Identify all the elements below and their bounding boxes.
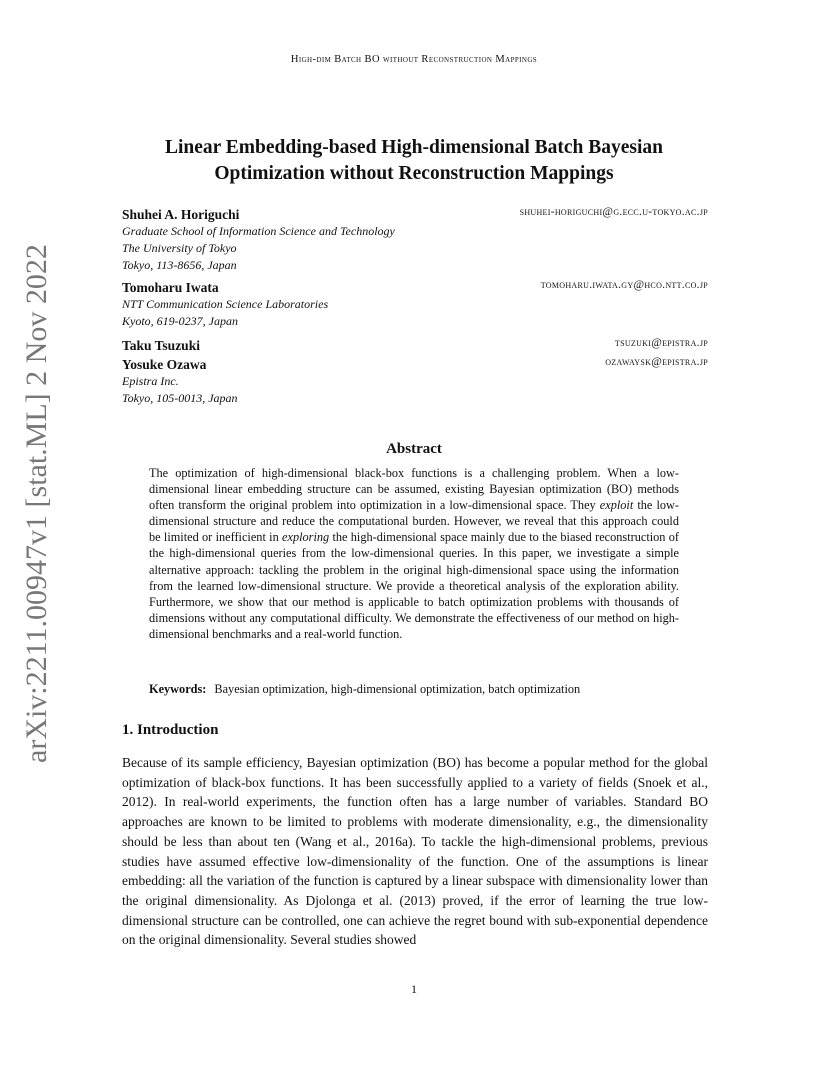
author-email[interactable]: tsuzuki@epistra.jp (614, 337, 708, 349)
author-email[interactable]: shuhei-horiguchi@g.ecc.u-tokyo.ac.jp (519, 206, 708, 218)
author-email[interactable]: ozawaysk@epistra.jp (605, 356, 708, 368)
author-name: Tomoharu Iwata (122, 280, 219, 295)
abstract-text: The optimization of high-dimensional black-box functions is a challenging problem. When a low-dimensional linear embedding structure can be assumed, existing Bayesian optimization (BO) methods often transform the original problem into optimization in a low-dimensional space. They (149, 466, 679, 513)
paper-title (100, 135, 728, 187)
author-affiliation: The University of Tokyo (122, 241, 237, 255)
page-number: 1 (411, 982, 417, 996)
section-heading: 1. Introduction (122, 722, 219, 738)
abstract-text: the low-dimensional structure and reduce the computational burden. However, we reveal that this approach could be limited or inefficient in (149, 498, 679, 545)
author-block-3 (122, 337, 708, 354)
abstract-text: the high-dimensional space mainly due to the biased reconstruction of the high-dimensional queries from the low-dimensional queries. In this paper, we investigate a simple alternative approach: tackling the problem in the original high-dimensional space using the information from the learned low-dimensional structure. We provide a theoretical analysis of the exploration ability. Furthermore, we show that our method is applicable to batch optimization problems with thousands of dimensions without any computational difficulty. We demonstrate the effectiveness of our method on high-dimensional benchmarks and a real-world function. (149, 530, 679, 641)
author-affiliation: Graduate School of Information Science and Technology (122, 224, 395, 238)
author-affiliation: Tokyo, 105-0013, Japan (122, 391, 238, 405)
title-line-2: Optimization without Reconstruction Mappings (214, 163, 614, 184)
author-name: Taku Tsuzuki (122, 338, 200, 353)
keywords-text: Bayesian optimization, high-dimensional optimization, batch optimization (214, 682, 581, 696)
author-block-4 (122, 356, 708, 407)
arxiv-identifier: arXiv:2211.00947v1 [stat.ML] 2 Nov 2022 (20, 244, 53, 763)
author-name: Yosuke Ozawa (122, 357, 207, 372)
author-block-1 (122, 206, 708, 274)
abstract-heading: Abstract (386, 441, 442, 457)
running-head: High-dim Batch BO without Reconstruction Mappings (290, 54, 538, 65)
keywords (149, 681, 689, 697)
author-block-2 (122, 279, 708, 330)
keywords-label: Keywords: (149, 682, 207, 696)
author-affiliation: Tokyo, 113-8656, Japan (122, 258, 237, 272)
abstract-emphasis: exploit (599, 498, 634, 513)
author-name: Shuhei A. Horiguchi (122, 207, 240, 222)
abstract-body (149, 465, 679, 642)
introduction-text: Because of its sample efficiency, Bayesian optimization (BO) has become a popular method for the global optimization of black-box functions. It has been successfully applied to a variety of fields (Snoek et al., 2012). In real-world experiments, the function often has a large number of variables. Standard BO approaches are known to be limited to problems with moderate dimensionality, e.g., the dimensionality should be less than about ten (Wang et al., 2016a). To tackle the high-dimensional problems, previous studies have assumed effective low-dimensionality of the function. One of the assumptions is linear embedding: all the variation of the function is captured by a linear subspace with dimensionality lower than the original dimensionality. As Djolonga et al. (2013) proved, if the error of learning the true low-dimensional structure can be controlled, one can achieve the regret bound with sub-exponential dependence on the original dimensionality. Several studies showed (122, 755, 708, 948)
author-affiliation: Kyoto, 619-0237, Japan (122, 314, 238, 328)
title-line-1: Linear Embedding-based High-dimensional Batch Bayesian (164, 137, 664, 158)
author-email[interactable]: tomoharu.iwata.gy@hco.ntt.co.jp (540, 279, 708, 291)
author-affiliation: NTT Communication Science Laboratories (122, 297, 329, 311)
abstract-emphasis: exploring (282, 530, 330, 545)
author-affiliation: Epistra Inc. (122, 374, 179, 388)
